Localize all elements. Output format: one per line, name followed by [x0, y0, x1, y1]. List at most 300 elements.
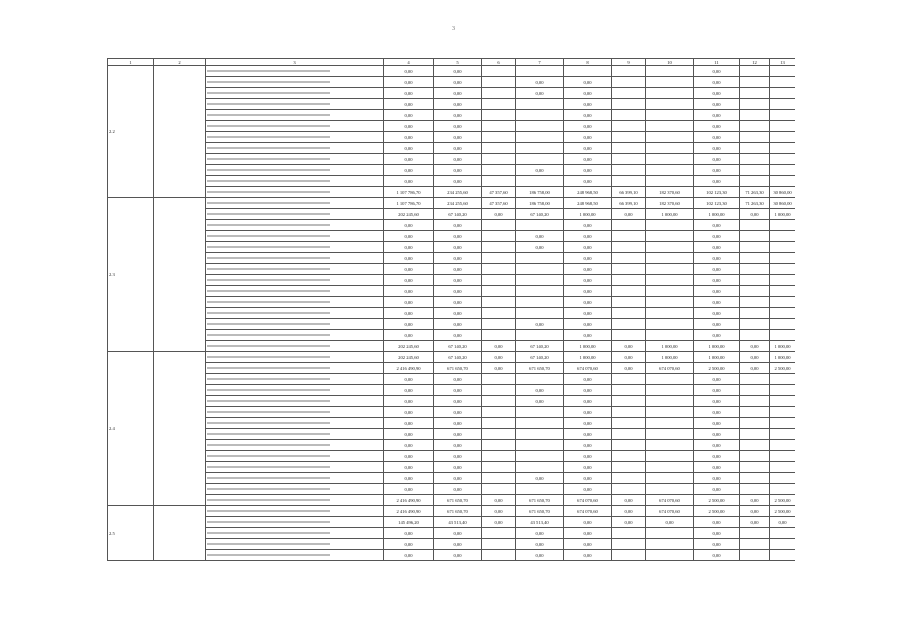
value-cell [612, 528, 646, 539]
row-label [206, 286, 384, 297]
value-cell [646, 176, 694, 187]
value-cell [646, 319, 694, 330]
value-cell [770, 242, 796, 253]
table-row [108, 308, 796, 319]
value-cell [516, 220, 564, 231]
table-row [108, 495, 796, 506]
value-cell: 0,00 [482, 495, 516, 506]
value-cell [516, 286, 564, 297]
row-label [206, 440, 384, 451]
section-description [154, 198, 206, 352]
value-cell: 0,00 [384, 396, 434, 407]
value-cell: 67 140,20 [434, 209, 482, 220]
section-description [154, 352, 206, 506]
value-cell: 0,00 [384, 418, 434, 429]
table-row [108, 550, 796, 561]
column-number: 11 [694, 59, 740, 66]
value-cell: 0,00 [434, 330, 482, 341]
value-cell [516, 176, 564, 187]
illegible-text-mark [207, 444, 330, 446]
value-cell [770, 528, 796, 539]
value-cell: 0,00 [694, 319, 740, 330]
value-cell [646, 110, 694, 121]
table-row [108, 253, 796, 264]
value-cell [612, 154, 646, 165]
value-cell: 0,00 [516, 231, 564, 242]
table-row [108, 352, 796, 363]
value-cell [646, 473, 694, 484]
value-cell: 1 107 786,70 [384, 187, 434, 198]
value-cell [482, 253, 516, 264]
value-cell [740, 143, 770, 154]
value-cell: 0,00 [434, 165, 482, 176]
value-cell: 0,00 [384, 176, 434, 187]
value-cell: 0,00 [612, 352, 646, 363]
value-cell: 202 245,60 [384, 341, 434, 352]
value-cell: 0,00 [564, 176, 612, 187]
value-cell: 2 500,00 [694, 363, 740, 374]
value-cell [740, 418, 770, 429]
value-cell: 0,00 [384, 242, 434, 253]
illegible-text-mark [207, 290, 330, 292]
value-cell [612, 297, 646, 308]
value-cell [740, 308, 770, 319]
value-cell [516, 440, 564, 451]
value-cell: 0,00 [384, 539, 434, 550]
value-cell: 671 650,70 [516, 506, 564, 517]
value-cell [770, 154, 796, 165]
value-cell: 0,00 [612, 341, 646, 352]
column-number: 4 [384, 59, 434, 66]
value-cell [482, 297, 516, 308]
table-row [108, 330, 796, 341]
value-cell: 67 140,20 [434, 352, 482, 363]
value-cell: 0,00 [564, 286, 612, 297]
value-cell: 0,00 [564, 121, 612, 132]
illegible-text-mark [207, 202, 330, 204]
value-cell: 0,00 [740, 506, 770, 517]
table-row [108, 209, 796, 220]
value-cell [612, 121, 646, 132]
section-code: 2.5 [108, 506, 154, 561]
value-cell [646, 418, 694, 429]
table-row [108, 143, 796, 154]
value-cell [482, 451, 516, 462]
value-cell [612, 319, 646, 330]
value-cell [646, 396, 694, 407]
value-cell [646, 231, 694, 242]
value-cell [740, 330, 770, 341]
value-cell: 43 513,40 [434, 517, 482, 528]
value-cell: 0,00 [434, 473, 482, 484]
value-cell: 0,00 [646, 517, 694, 528]
value-cell: 0,00 [694, 407, 740, 418]
illegible-text-mark [207, 466, 330, 468]
value-cell: 0,00 [564, 396, 612, 407]
value-cell [646, 550, 694, 561]
value-cell: 674 070,60 [646, 363, 694, 374]
illegible-text-mark [207, 334, 330, 336]
value-cell [482, 154, 516, 165]
value-cell: 0,00 [694, 550, 740, 561]
value-cell: 0,00 [434, 88, 482, 99]
value-cell [612, 143, 646, 154]
value-cell: 1 000,00 [770, 209, 796, 220]
table-row [108, 363, 796, 374]
value-cell [482, 484, 516, 495]
value-cell: 0,00 [694, 539, 740, 550]
column-number: 6 [482, 59, 516, 66]
value-cell [646, 330, 694, 341]
value-cell: 0,00 [384, 473, 434, 484]
value-cell [770, 110, 796, 121]
value-cell [516, 429, 564, 440]
value-cell [612, 253, 646, 264]
row-label [206, 352, 384, 363]
row-label [206, 132, 384, 143]
value-cell: 0,00 [694, 374, 740, 385]
value-cell: 0,00 [434, 242, 482, 253]
value-cell: 0,00 [694, 297, 740, 308]
value-cell: 0,00 [434, 253, 482, 264]
illegible-text-mark [207, 488, 330, 490]
illegible-text-mark [207, 301, 330, 303]
value-cell: 2 416 490,90 [384, 495, 434, 506]
value-cell [612, 275, 646, 286]
row-label [206, 462, 384, 473]
value-cell [770, 231, 796, 242]
value-cell [516, 132, 564, 143]
value-cell: 182 370,60 [646, 198, 694, 209]
value-cell [516, 407, 564, 418]
value-cell: 0,00 [564, 462, 612, 473]
table-row [108, 385, 796, 396]
value-cell [740, 242, 770, 253]
value-cell: 0,00 [694, 451, 740, 462]
value-cell: 0,00 [564, 330, 612, 341]
value-cell: 0,00 [434, 418, 482, 429]
value-cell: 0,00 [384, 330, 434, 341]
value-cell [612, 77, 646, 88]
illegible-text-mark [207, 213, 330, 215]
value-cell [770, 308, 796, 319]
value-cell [740, 231, 770, 242]
value-cell [612, 484, 646, 495]
value-cell: 0,00 [740, 363, 770, 374]
value-cell: 0,00 [384, 154, 434, 165]
row-label [206, 363, 384, 374]
value-cell [770, 385, 796, 396]
value-cell [646, 385, 694, 396]
value-cell [740, 264, 770, 275]
value-cell: 0,00 [694, 143, 740, 154]
value-cell: 0,00 [434, 154, 482, 165]
value-cell: 0,00 [482, 517, 516, 528]
value-cell [770, 330, 796, 341]
row-label [206, 242, 384, 253]
value-cell [646, 539, 694, 550]
value-cell: 0,00 [694, 176, 740, 187]
row-label [206, 165, 384, 176]
row-label [206, 539, 384, 550]
value-cell [646, 374, 694, 385]
value-cell: 0,00 [694, 517, 740, 528]
value-cell: 0,00 [694, 264, 740, 275]
value-cell [482, 176, 516, 187]
illegible-text-mark [207, 433, 330, 435]
value-cell: 0,00 [434, 66, 482, 77]
table-row [108, 66, 796, 77]
value-cell [646, 165, 694, 176]
value-cell [482, 110, 516, 121]
value-cell [770, 88, 796, 99]
value-cell: 0,00 [564, 319, 612, 330]
value-cell [482, 319, 516, 330]
value-cell [770, 132, 796, 143]
value-cell: 0,00 [434, 121, 482, 132]
value-cell: 0,00 [516, 396, 564, 407]
illegible-text-mark [207, 125, 330, 127]
value-cell: 0,00 [384, 165, 434, 176]
value-cell [646, 462, 694, 473]
value-cell [612, 473, 646, 484]
value-cell: 0,00 [694, 275, 740, 286]
value-cell: 674 070,60 [564, 506, 612, 517]
value-cell: 0,00 [434, 77, 482, 88]
row-label [206, 319, 384, 330]
value-cell: 0,00 [612, 495, 646, 506]
value-cell [646, 528, 694, 539]
value-cell: 0,00 [694, 440, 740, 451]
table-row [108, 484, 796, 495]
row-label [206, 528, 384, 539]
value-cell: 0,00 [384, 429, 434, 440]
value-cell: 0,00 [740, 341, 770, 352]
column-number: 8 [564, 59, 612, 66]
value-cell [516, 66, 564, 77]
column-number: 5 [434, 59, 482, 66]
table-row [108, 506, 796, 517]
value-cell [516, 154, 564, 165]
value-cell [646, 132, 694, 143]
column-number: 12 [740, 59, 770, 66]
table-row [108, 528, 796, 539]
value-cell [482, 528, 516, 539]
table-row [108, 88, 796, 99]
illegible-text-mark [207, 312, 330, 314]
illegible-text-mark [207, 378, 330, 380]
illegible-text-mark [207, 224, 330, 226]
value-cell: 0,00 [564, 374, 612, 385]
value-cell [612, 440, 646, 451]
value-cell: 674 070,60 [564, 363, 612, 374]
row-label [206, 121, 384, 132]
value-cell: 67 140,20 [434, 341, 482, 352]
value-cell [740, 110, 770, 121]
value-cell [740, 385, 770, 396]
value-cell: 71 263,30 [740, 187, 770, 198]
value-cell: 0,00 [384, 374, 434, 385]
value-cell: 0,00 [694, 154, 740, 165]
value-cell: 0,00 [434, 539, 482, 550]
value-cell [740, 99, 770, 110]
value-cell [516, 330, 564, 341]
value-cell [612, 264, 646, 275]
value-cell: 30 860,00 [770, 187, 796, 198]
table-row [108, 473, 796, 484]
value-cell [612, 462, 646, 473]
value-cell: 0,00 [694, 77, 740, 88]
value-cell [482, 385, 516, 396]
table-row [108, 165, 796, 176]
value-cell [646, 264, 694, 275]
value-cell: 0,00 [612, 363, 646, 374]
table-row [108, 264, 796, 275]
row-label [206, 297, 384, 308]
value-cell: 0,00 [612, 517, 646, 528]
value-cell: 0,00 [612, 506, 646, 517]
value-cell: 674 070,60 [646, 506, 694, 517]
illegible-text-mark [207, 246, 330, 248]
value-cell: 0,00 [434, 99, 482, 110]
illegible-text-mark [207, 389, 330, 391]
value-cell [482, 418, 516, 429]
value-cell [740, 462, 770, 473]
value-cell [740, 484, 770, 495]
value-cell [770, 143, 796, 154]
value-cell: 1 000,00 [694, 341, 740, 352]
row-label [206, 253, 384, 264]
value-cell: 0,00 [384, 297, 434, 308]
value-cell [482, 308, 516, 319]
value-cell [612, 66, 646, 77]
value-cell [516, 374, 564, 385]
value-cell: 0,00 [434, 176, 482, 187]
illegible-text-mark [207, 81, 330, 83]
row-label [206, 429, 384, 440]
value-cell: 0,00 [694, 253, 740, 264]
value-cell: 0,00 [740, 517, 770, 528]
value-cell: 0,00 [384, 462, 434, 473]
value-cell: 0,00 [434, 440, 482, 451]
illegible-text-mark [207, 279, 330, 281]
value-cell: 0,00 [694, 165, 740, 176]
value-cell [612, 396, 646, 407]
row-label [206, 473, 384, 484]
row-label [206, 264, 384, 275]
value-cell: 2 500,00 [770, 506, 796, 517]
budget-table [107, 58, 795, 561]
value-cell: 0,00 [694, 231, 740, 242]
value-cell: 674 070,60 [564, 495, 612, 506]
table-row [108, 429, 796, 440]
value-cell [770, 253, 796, 264]
value-cell: 0,00 [434, 319, 482, 330]
value-cell: 0,00 [516, 539, 564, 550]
value-cell: 1 000,00 [564, 352, 612, 363]
value-cell: 0,00 [564, 297, 612, 308]
value-cell [770, 286, 796, 297]
value-cell [516, 143, 564, 154]
value-cell [740, 220, 770, 231]
value-cell: 0,00 [564, 77, 612, 88]
value-cell: 0,00 [384, 253, 434, 264]
value-cell: 0,00 [564, 275, 612, 286]
value-cell: 0,00 [564, 517, 612, 528]
value-cell: 0,00 [564, 550, 612, 561]
table-row [108, 132, 796, 143]
value-cell: 1 000,00 [646, 352, 694, 363]
value-cell: 0,00 [564, 308, 612, 319]
value-cell: 0,00 [564, 385, 612, 396]
row-label [206, 66, 384, 77]
row-label [206, 418, 384, 429]
value-cell [646, 88, 694, 99]
illegible-text-mark [207, 147, 330, 149]
value-cell: 0,00 [612, 209, 646, 220]
value-cell [740, 550, 770, 561]
section-code: 2.4 [108, 352, 154, 506]
row-label [206, 374, 384, 385]
value-cell [482, 231, 516, 242]
value-cell: 202 245,60 [384, 352, 434, 363]
value-cell: 67 140,20 [516, 352, 564, 363]
value-cell [646, 154, 694, 165]
illegible-text-mark [207, 169, 330, 171]
value-cell [770, 297, 796, 308]
value-cell [516, 451, 564, 462]
value-cell: 0,00 [740, 495, 770, 506]
value-cell: 1 000,00 [646, 341, 694, 352]
illegible-text-mark [207, 554, 330, 556]
value-cell [770, 418, 796, 429]
value-cell: 0,00 [694, 110, 740, 121]
value-cell [770, 429, 796, 440]
value-cell: 0,00 [482, 341, 516, 352]
value-cell: 0,00 [740, 209, 770, 220]
value-cell: 671 650,70 [516, 363, 564, 374]
value-cell [612, 88, 646, 99]
value-cell: 47 357,60 [482, 198, 516, 209]
value-cell: 0,00 [564, 418, 612, 429]
value-cell [612, 385, 646, 396]
value-cell [740, 539, 770, 550]
value-cell [482, 220, 516, 231]
value-cell [516, 308, 564, 319]
value-cell [482, 539, 516, 550]
value-cell [482, 165, 516, 176]
row-label [206, 341, 384, 352]
value-cell: 0,00 [694, 385, 740, 396]
value-cell [646, 484, 694, 495]
value-cell [612, 165, 646, 176]
value-cell: 1 000,00 [646, 209, 694, 220]
value-cell [770, 319, 796, 330]
column-number: 1 [108, 59, 154, 66]
value-cell: 671 650,70 [434, 506, 482, 517]
table-row [108, 440, 796, 451]
illegible-text-mark [207, 158, 330, 160]
value-cell: 0,00 [384, 143, 434, 154]
value-cell: 182 370,60 [646, 187, 694, 198]
value-cell: 0,00 [434, 143, 482, 154]
row-label [206, 385, 384, 396]
value-cell: 0,00 [694, 330, 740, 341]
value-cell: 0,00 [434, 385, 482, 396]
row-label [206, 143, 384, 154]
value-cell [740, 528, 770, 539]
table-row [108, 418, 796, 429]
